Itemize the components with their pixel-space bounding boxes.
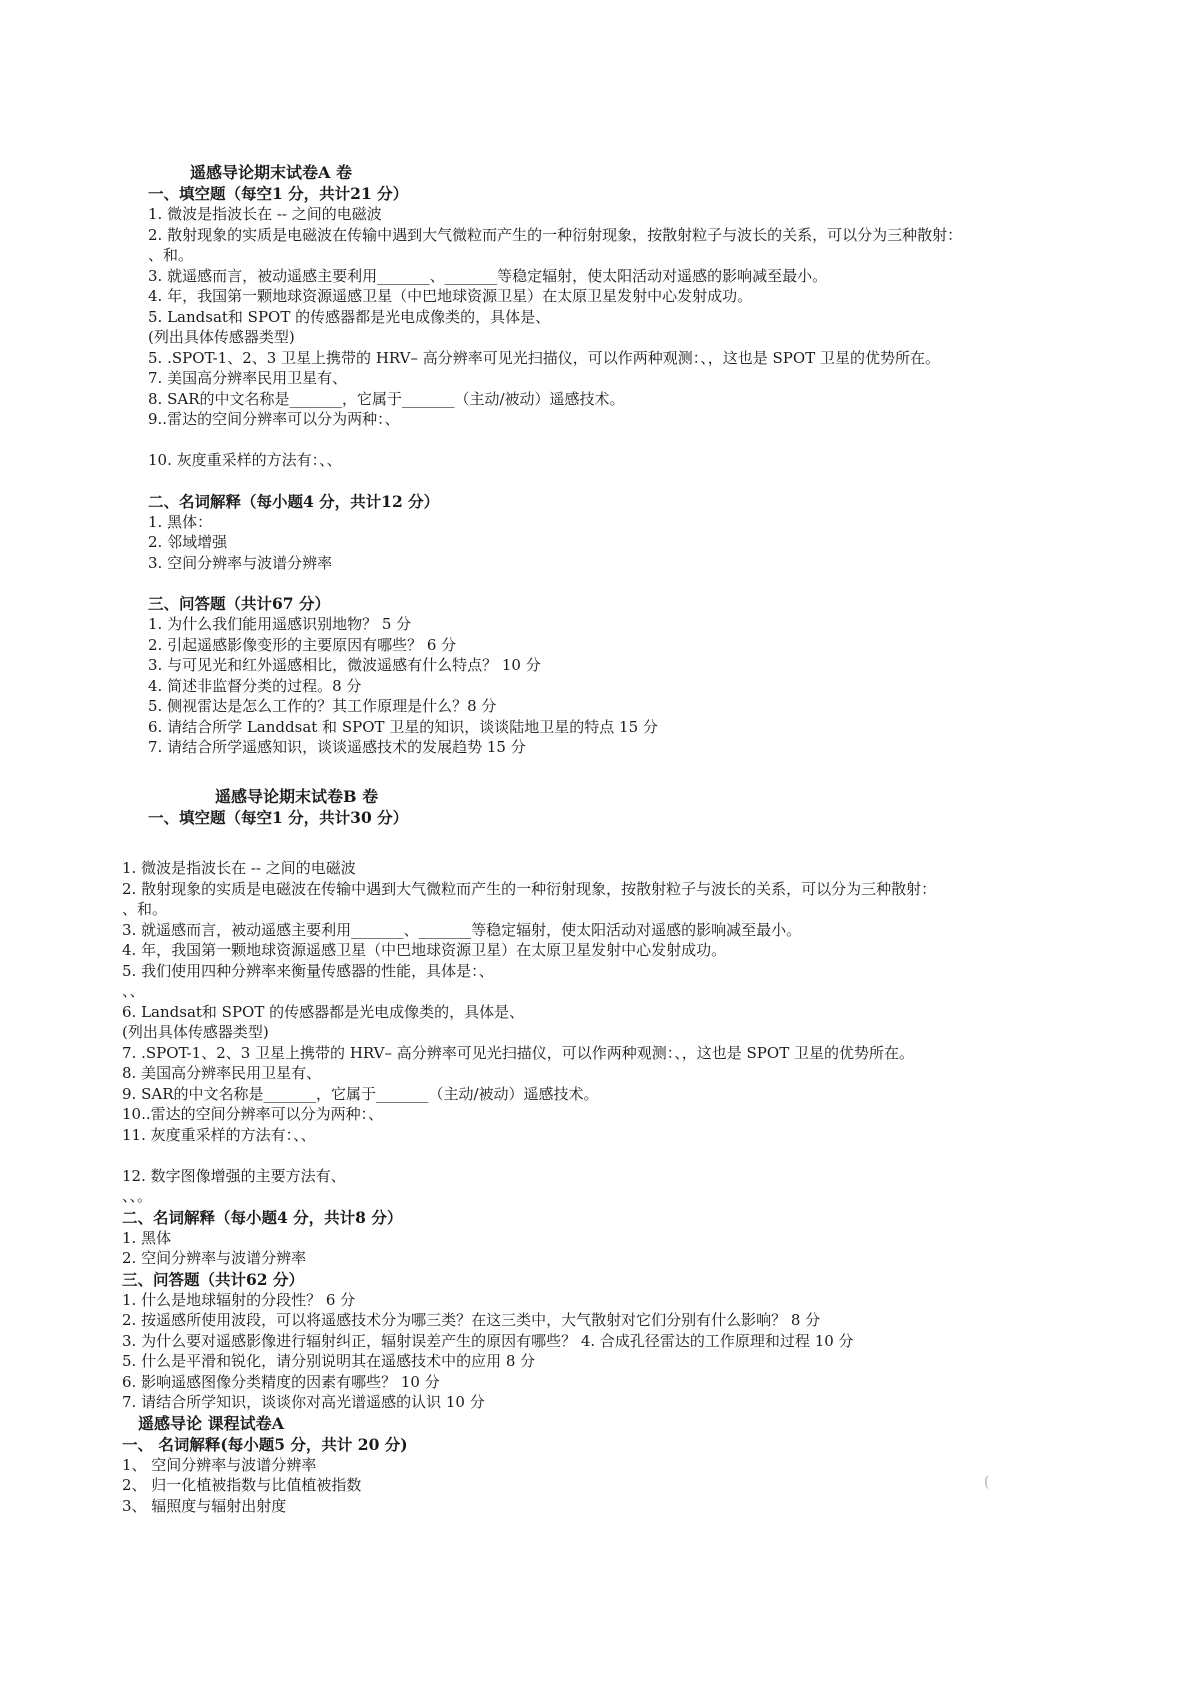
question-line: 5. .SPOT-1、2、3 卫星上携带的 HRV– 高分辨率可见光扫描仪，可以作两种观测：、，这也是 SPOT 卫星的优势所在。 bbox=[148, 348, 940, 367]
question-line: 9. SAR的中文名称是_______，它属于_______（主动/被动）遥感技术。 bbox=[122, 1084, 599, 1103]
question-line: 3. 就遥感而言，被动遥感主要利用_______、_______等稳定辐射，使太阳活动对遥感的影响减至最小。 bbox=[122, 920, 802, 939]
question-line: 9..雷达的空间分辨率可以分为两种：、 bbox=[148, 410, 400, 428]
question-line: 2、 归一化植被指数与比值植被指数 bbox=[122, 1476, 362, 1494]
question-line: 1. 微波是指波长在 -- 之间的电磁波 bbox=[148, 205, 382, 223]
course-a-section-1-list bbox=[0, 1455, 1190, 1517]
question-line: 、、。 bbox=[122, 1187, 153, 1205]
exam-b-section-2-list bbox=[0, 1228, 1190, 1269]
question-line: 2. 散射现象的实质是电磁波在传输中遇到大气微粒而产生的一种衍射现象，按散射粒子与波长的关系，可以分为三种散射： bbox=[148, 225, 963, 244]
question-line: 2. 引起遥感影像变形的主要原因有哪些？ 6 分 bbox=[148, 635, 457, 654]
exam-b-section-3-heading: 三、问答题（共计62 分） bbox=[122, 1269, 304, 1289]
question-line: (列出具体传感器类型) bbox=[122, 1023, 269, 1041]
exam-a-section-2-list bbox=[0, 512, 1190, 574]
question-line bbox=[0, 1145, 1190, 1166]
scan-mark bbox=[985, 1475, 995, 1489]
question-line: 3. 与可见光和红外遥感相比，微波遥感有什么特点？ 10 分 bbox=[148, 656, 541, 674]
question-line: 1. 什么是地球辐射的分段性？ 6 分 bbox=[122, 1290, 356, 1309]
exam-b-title: 遥感导论期末试卷B 卷 bbox=[215, 787, 379, 806]
question-line: 10..雷达的空间分辨率可以分为两种：、 bbox=[122, 1105, 384, 1123]
exam-a-section-3-list bbox=[0, 614, 1190, 758]
exam-b-body bbox=[0, 858, 1190, 1516]
question-line: 7. 美国高分辨率民用卫星有、 bbox=[148, 369, 348, 387]
question-line: (列出具体传感器类型) bbox=[148, 328, 295, 346]
question-line: 6. 影响遥感图像分类精度的因素有哪些？ 10 分 bbox=[122, 1372, 440, 1391]
exam-b-section-1-list bbox=[0, 858, 1190, 1207]
exam-a-section-1-list bbox=[0, 204, 1190, 471]
question-line: 2. 散射现象的实质是电磁波在传输中遇到大气微粒而产生的一种衍射现象，按散射粒子与波长的关系，可以分为三种散射： bbox=[122, 879, 937, 898]
question-line: 5. 什么是平滑和锐化，请分别说明其在遥感技术中的应用 8 分 bbox=[122, 1352, 536, 1370]
question-line: 、和。 bbox=[122, 900, 168, 918]
question-line: 8. 美国高分辨率民用卫星有、 bbox=[122, 1064, 322, 1082]
question-line: 4. 年，我国第一颗地球资源遥感卫星（中巴地球资源卫星）在太原卫星发射中心发射成功。 bbox=[148, 287, 753, 305]
question-line: 11. 灰度重采样的方法有：、、 bbox=[122, 1125, 316, 1144]
question-line: 3. 就遥感而言，被动遥感主要利用_______、_______等稳定辐射，使太阳活动对遥感的影响减至最小。 bbox=[148, 266, 828, 285]
question-line: 5. 侧视雷达是怎么工作的？其工作原理是什么？8 分 bbox=[148, 697, 497, 715]
exam-a-section-1-heading: 一、填空题（每空1 分，共计21 分） bbox=[148, 184, 409, 203]
question-line: 4. 年，我国第一颗地球资源遥感卫星（中巴地球资源卫星）在太原卫星发射中心发射成功。 bbox=[122, 941, 727, 959]
question-line: 、和。 bbox=[148, 246, 194, 264]
course-a-section-1-heading: 一、 名词解释(每小题5 分，共计 20 分) bbox=[122, 1434, 408, 1454]
question-line: 7. .SPOT-1、2、3 卫星上携带的 HRV– 高分辨率可见光扫描仪，可以作两种观测：、，这也是 SPOT 卫星的优势所在。 bbox=[122, 1043, 914, 1062]
question-line: 、、 bbox=[122, 982, 145, 1000]
question-line: 1. 黑体： bbox=[148, 512, 213, 531]
question-line: 12. 数字图像增强的主要方法有、 bbox=[122, 1166, 346, 1185]
exam-a-section-2-heading: 二、名词解释（每小题4 分，共计12 分） bbox=[148, 491, 440, 511]
exam-a-title: 遥感导论期末试卷A 卷 bbox=[190, 163, 352, 182]
question-line: 1. 为什么我们能用遥感识别地物？ 5 分 bbox=[148, 615, 412, 633]
question-line: 1、 空间分辨率与波谱分辨率 bbox=[122, 1455, 317, 1474]
question-line: 2. 按遥感所使用波段，可以将遥感技术分为哪三类？在这三类中，大气散射对它们分别有什么影响？ 8 分 bbox=[122, 1311, 821, 1329]
exam-a bbox=[0, 162, 1190, 758]
exam-a-section-3-heading: 三、问答题（共计67 分） bbox=[148, 594, 330, 613]
exam-b bbox=[0, 786, 1190, 828]
question-line: 3. 空间分辨率与波谱分辨率 bbox=[148, 553, 333, 572]
question-line: 1. 黑体 bbox=[122, 1228, 172, 1247]
question-line: 4. 简述非监督分类的过程。8 分 bbox=[148, 676, 362, 695]
question-line: 7. 请结合所学遥感知识，谈谈遥感技术的发展趋势 15 分 bbox=[148, 738, 526, 756]
question-line: 2. 邻域增强 bbox=[148, 533, 228, 551]
question-line: 5. 我们使用四种分辨率来衡量传感器的性能，具体是：、 bbox=[122, 961, 494, 980]
question-line: 10. 灰度重采样的方法有：、、 bbox=[148, 451, 342, 469]
question-line: 8. SAR的中文名称是_______，它属于_______（主动/被动）遥感技术。 bbox=[148, 389, 625, 408]
question-line: 3. 为什么要对遥感影像进行辐射纠正，辐射误差产生的原因有哪些？ 4. 合成孔径雷达的工作原理和过程 10 分 bbox=[122, 1331, 854, 1350]
exam-b-section-2-heading: 二、名词解释（每小题4 分，共计8 分） bbox=[122, 1207, 403, 1227]
question-line bbox=[0, 430, 1190, 451]
course-a-title: 遥感导论 课程试卷A bbox=[138, 1413, 284, 1433]
question-line: 5. Landsat和 SPOT 的传感器都是光电成像类的，具体是、 bbox=[148, 307, 551, 326]
question-line: 1. 微波是指波长在 -- 之间的电磁波 bbox=[122, 859, 356, 877]
exam-b-section-1-heading: 一、填空题（每空1 分，共计30 分） bbox=[148, 808, 409, 827]
question-line: 3、 辐照度与辐射出射度 bbox=[122, 1496, 287, 1515]
question-line: 7. 请结合所学知识，谈谈你对高光谱遥感的认识 10 分 bbox=[122, 1393, 485, 1411]
question-line: 2. 空间分辨率与波谱分辨率 bbox=[122, 1249, 307, 1267]
exam-b-section-3-list bbox=[0, 1290, 1190, 1413]
question-line: 6. 请结合所学 Landdsat 和 SPOT 卫星的知识，谈谈陆地卫星的特点 15 分 bbox=[148, 717, 658, 736]
question-line: 6. Landsat和 SPOT 的传感器都是光电成像类的，具体是、 bbox=[122, 1002, 525, 1021]
